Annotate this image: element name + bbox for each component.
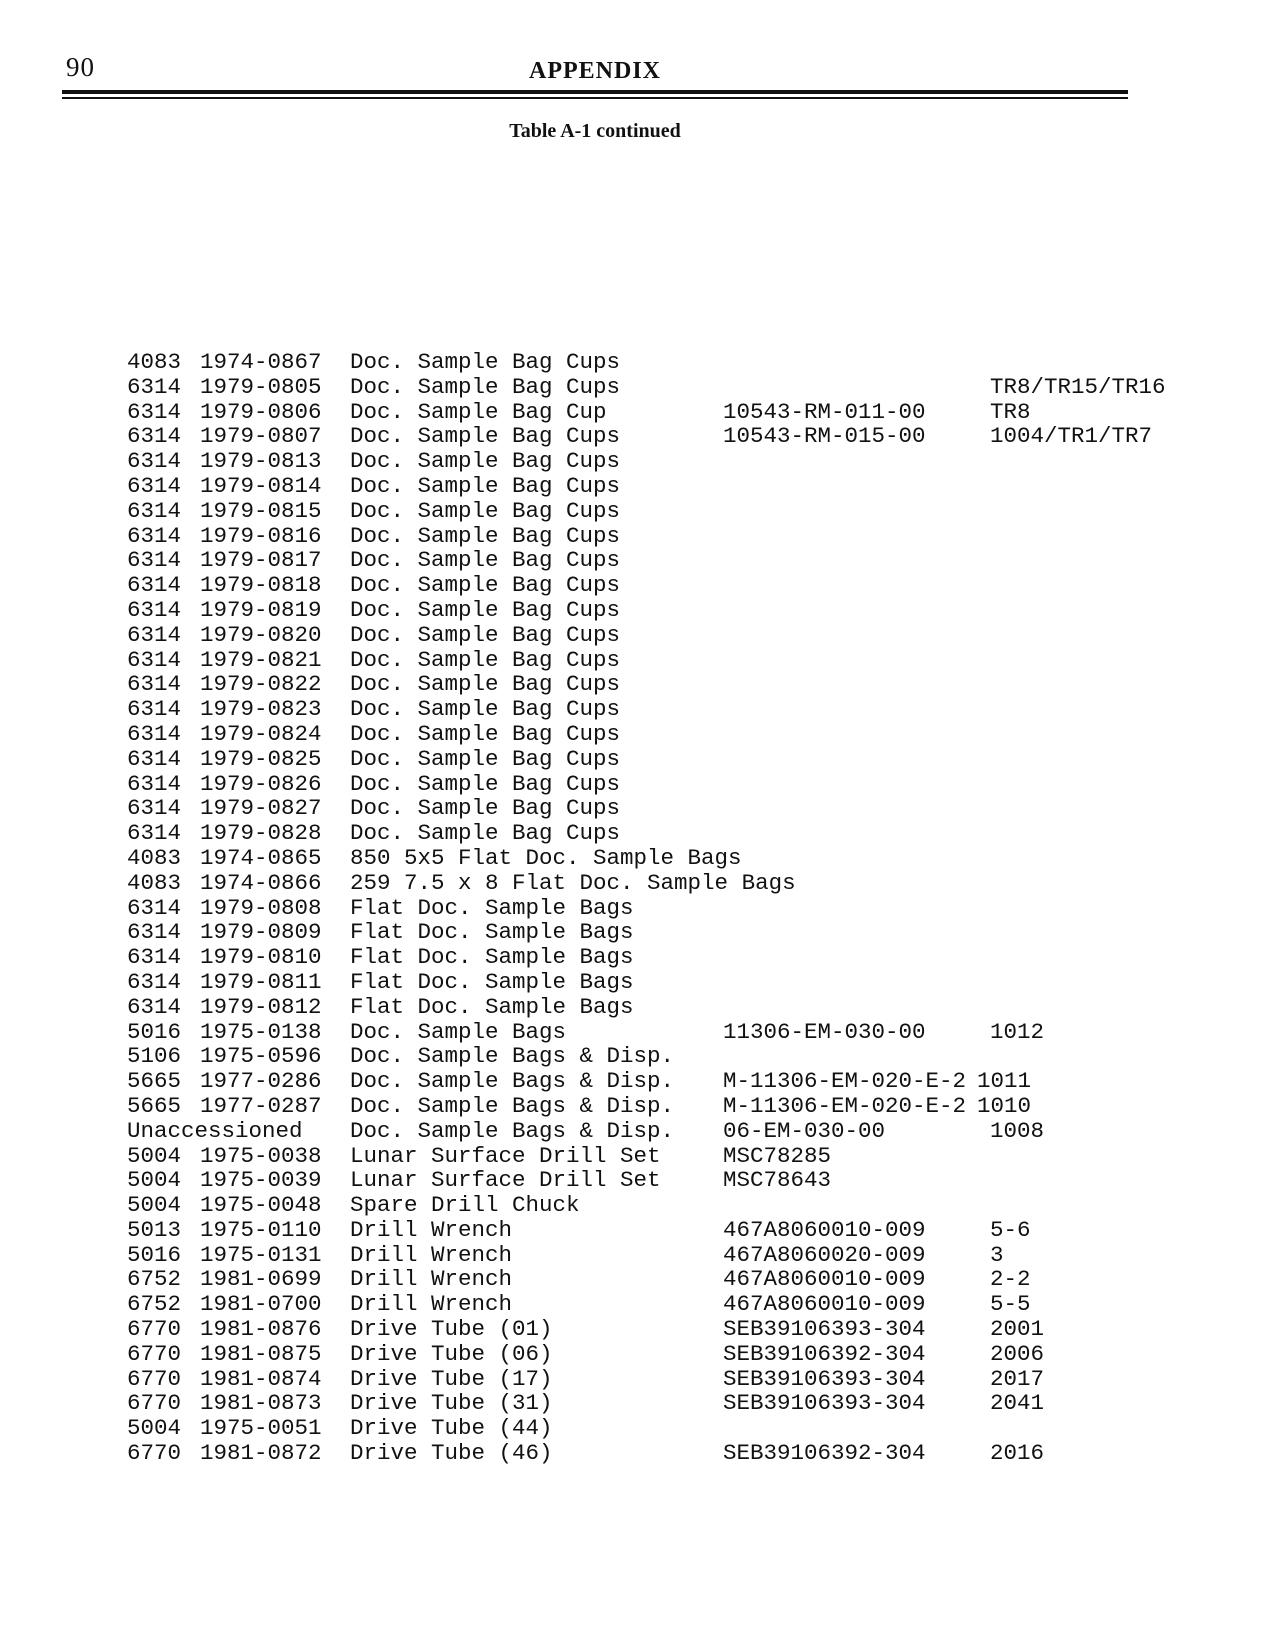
description-cell: Doc. Sample Bag Cups [350, 349, 621, 375]
inventory-number-cell: 6314 [127, 398, 182, 425]
accession-number-cell: 1974-0867 [200, 349, 322, 375]
inventory-number-cell: 6314 [127, 795, 182, 822]
description-cell: Drive Tube (31) [350, 1390, 553, 1417]
table-row [127, 796, 1187, 821]
part-number-cell: 10543-RM-015-00 [723, 423, 926, 450]
table-row [127, 449, 1187, 474]
table-row [127, 548, 1187, 573]
accession-number-cell: 1979-0828 [200, 820, 322, 847]
table-row [127, 697, 1187, 722]
description-cell: Doc. Sample Bag Cups [350, 572, 621, 599]
accession-number-cell: 1979-0805 [200, 373, 322, 400]
accession-number-cell: 1979-0824 [200, 720, 322, 747]
description-cell: Drill Wrench [350, 1291, 513, 1318]
inventory-number-cell: 5665 [127, 1068, 182, 1095]
accession-number-cell: 1979-0821 [200, 646, 322, 673]
inventory-number-cell: 6752 [127, 1266, 182, 1293]
table-row [127, 623, 1187, 648]
accession-number-cell: 1979-0817 [200, 547, 322, 574]
description-cell: Drive Tube (46) [350, 1440, 553, 1467]
table-row [127, 772, 1187, 797]
header-rule-thin [62, 97, 1128, 99]
serial-number-cell: 5-5 [990, 1291, 1031, 1318]
table-row [127, 846, 1187, 871]
inventory-number-cell: 6770 [127, 1440, 182, 1467]
table-row [127, 1342, 1187, 1367]
running-head: APPENDIX [529, 58, 661, 84]
table-row [127, 1069, 1187, 1094]
serial-number-cell: TR8/TR15/TR16 [990, 373, 1166, 400]
description-cell: Doc. Sample Bag Cups [350, 745, 621, 772]
accession-number-cell: 1981-0872 [200, 1440, 322, 1467]
serial-number-cell: 1010 [977, 1092, 1032, 1119]
description-cell: Doc. Sample Bags [350, 1018, 567, 1045]
accession-number-cell: 1979-0815 [200, 497, 322, 524]
description-cell: Flat Doc. Sample Bags [350, 993, 634, 1020]
description-cell: Doc. Sample Bag Cups [350, 646, 621, 673]
description-cell: Doc. Sample Bags & Disp. [350, 1043, 675, 1070]
serial-number-cell: 5-6 [990, 1216, 1031, 1243]
accession-number-cell: 1974-0866 [200, 869, 322, 896]
part-number-cell: 10543-RM-011-00 [723, 398, 926, 425]
inventory-number-cell: 4083 [127, 844, 182, 871]
part-number-cell: 467A8060010-009 [723, 1216, 926, 1243]
serial-number-cell: 2016 [990, 1440, 1045, 1467]
serial-number-cell: 2041 [990, 1390, 1045, 1417]
table-row [127, 1193, 1187, 1218]
description-cell: Doc. Sample Bag Cups [350, 596, 621, 623]
description-cell: Spare Drill Chuck [350, 1192, 580, 1219]
accession-number-cell: 1979-0809 [200, 919, 322, 946]
part-number-cell: 06-EM-030-00 [723, 1117, 886, 1144]
table-row [127, 945, 1187, 970]
accession-number-cell: 1979-0819 [200, 596, 322, 623]
inventory-number-cell: 6314 [127, 770, 182, 797]
table-row [127, 1441, 1187, 1466]
table-row [127, 1416, 1187, 1441]
inventory-number-cell: 6314 [127, 522, 182, 549]
accession-number-cell: 1975-0048 [200, 1192, 322, 1219]
table-row [127, 1317, 1187, 1342]
inventory-number-cell: 6314 [127, 720, 182, 747]
inventory-number-cell: 6314 [127, 993, 182, 1020]
part-number-cell: SEB39106393-304 [723, 1316, 926, 1343]
inventory-number-cell: 6314 [127, 547, 182, 574]
inventory-number-cell: 5016 [127, 1241, 182, 1268]
description-cell: Doc. Sample Bag Cups [350, 497, 621, 524]
accession-number-cell: 1979-0820 [200, 621, 322, 648]
description-cell: Doc. Sample Bag Cups [350, 770, 621, 797]
description-cell: Lunar Surface Drill Set [350, 1167, 661, 1194]
table-row [127, 524, 1187, 549]
accession-number-cell: 1981-0876 [200, 1316, 322, 1343]
table-row [127, 1119, 1187, 1144]
part-number-cell: 467A8060010-009 [723, 1266, 926, 1293]
accession-number-cell: 1979-0822 [200, 671, 322, 698]
description-cell: 259 7.5 x 8 Flat Doc. Sample Bags [350, 869, 796, 896]
description-cell: Doc. Sample Bag Cups [350, 423, 621, 450]
accession-number-cell: 1979-0818 [200, 572, 322, 599]
inventory-number-cell: 5016 [127, 1018, 182, 1045]
table-row [127, 920, 1187, 945]
inventory-number-cell: 4083 [127, 349, 182, 375]
accession-number-cell: 1975-0038 [200, 1142, 322, 1169]
inventory-number-cell: 5665 [127, 1092, 182, 1119]
serial-number-cell: 2-2 [990, 1266, 1031, 1293]
table-caption: Table A-1 continued [509, 120, 681, 142]
accession-number-cell: 1979-0816 [200, 522, 322, 549]
serial-number-cell: TR8 [990, 398, 1031, 425]
inventory-number-cell: 6770 [127, 1365, 182, 1392]
accession-number-cell: 1979-0826 [200, 770, 322, 797]
accession-number-cell: 1979-0808 [200, 894, 322, 921]
description-cell: Drive Tube (01) [350, 1316, 553, 1343]
part-number-cell: SEB39106392-304 [723, 1440, 926, 1467]
part-number-cell: 467A8060010-009 [723, 1291, 926, 1318]
inventory-number-cell: 5004 [127, 1142, 182, 1169]
description-cell: Doc. Sample Bags & Disp. [350, 1068, 675, 1095]
table-row [127, 995, 1187, 1020]
table-row [127, 672, 1187, 697]
accession-number-cell: 1981-0700 [200, 1291, 322, 1318]
description-cell: Drill Wrench [350, 1216, 513, 1243]
accession-number-cell: 1979-0811 [200, 968, 322, 995]
page-number: 90 [66, 52, 95, 82]
inventory-number-cell: 6770 [127, 1390, 182, 1417]
accession-number-cell: 1979-0810 [200, 944, 322, 971]
table-row [127, 722, 1187, 747]
inventory-number-cell: 6314 [127, 646, 182, 673]
inventory-number-cell: 6314 [127, 745, 182, 772]
inventory-number-cell: 5004 [127, 1167, 182, 1194]
description-cell: Doc. Sample Bag Cups [350, 696, 621, 723]
inventory-table [127, 350, 1187, 1466]
table-row [127, 350, 1187, 375]
description-cell: Doc. Sample Bag Cups [350, 547, 621, 574]
serial-number-cell: 1008 [990, 1117, 1045, 1144]
table-row [127, 598, 1187, 623]
accession-number-cell: 1979-0812 [200, 993, 322, 1020]
inventory-number-cell: 6314 [127, 968, 182, 995]
serial-number-cell: 1004/TR1/TR7 [990, 423, 1153, 450]
accession-number-cell: 1981-0874 [200, 1365, 322, 1392]
table-row [127, 821, 1187, 846]
unaccessioned-cell: Unaccessioned [127, 1117, 303, 1144]
inventory-number-cell: 6314 [127, 944, 182, 971]
description-cell: Doc. Sample Bag Cups [350, 448, 621, 475]
description-cell: Drill Wrench [350, 1266, 513, 1293]
accession-number-cell: 1979-0825 [200, 745, 322, 772]
table-row [127, 1267, 1187, 1292]
table-row [127, 424, 1187, 449]
description-cell: Doc. Sample Bags & Disp. [350, 1092, 675, 1119]
table-row [127, 1243, 1187, 1268]
inventory-number-cell: 6314 [127, 497, 182, 524]
inventory-number-cell: 5106 [127, 1043, 182, 1070]
table-row [127, 1367, 1187, 1392]
description-cell: Doc. Sample Bag Cups [350, 522, 621, 549]
serial-number-cell: 2017 [990, 1365, 1045, 1392]
description-cell: Flat Doc. Sample Bags [350, 968, 634, 995]
part-number-cell: MSC78643 [723, 1167, 832, 1194]
description-cell: Lunar Surface Drill Set [350, 1142, 661, 1169]
accession-number-cell: 1979-0827 [200, 795, 322, 822]
part-number-cell: M-11306-EM-020-E-2 [723, 1092, 967, 1119]
inventory-number-cell: 6314 [127, 894, 182, 921]
table-row [127, 896, 1187, 921]
inventory-number-cell: 5004 [127, 1415, 182, 1442]
part-number-cell: 467A8060020-009 [723, 1241, 926, 1268]
inventory-number-cell: 6314 [127, 671, 182, 698]
accession-number-cell: 1975-0110 [200, 1216, 322, 1243]
accession-number-cell: 1979-0823 [200, 696, 322, 723]
description-cell: 850 5x5 Flat Doc. Sample Bags [350, 844, 742, 871]
part-number-cell: MSC78285 [723, 1142, 832, 1169]
table-row [127, 474, 1187, 499]
description-cell: Doc. Sample Bag Cups [350, 820, 621, 847]
inventory-number-cell: 6314 [127, 572, 182, 599]
inventory-number-cell: 6314 [127, 373, 182, 400]
inventory-number-cell: 6770 [127, 1316, 182, 1343]
inventory-number-cell: 6314 [127, 696, 182, 723]
accession-number-cell: 1979-0807 [200, 423, 322, 450]
table-row [127, 375, 1187, 400]
accession-number-cell: 1977-0286 [200, 1068, 322, 1095]
serial-number-cell: 1012 [990, 1018, 1045, 1045]
table-row [127, 1218, 1187, 1243]
part-number-cell: M-11306-EM-020-E-2 [723, 1068, 967, 1095]
serial-number-cell: 3 [990, 1241, 1004, 1268]
part-number-cell: 11306-EM-030-00 [723, 1018, 926, 1045]
table-row [127, 1144, 1187, 1169]
table-row [127, 871, 1187, 896]
inventory-number-cell: 6314 [127, 596, 182, 623]
inventory-number-cell: 6314 [127, 820, 182, 847]
description-cell: Drive Tube (17) [350, 1365, 553, 1392]
table-row [127, 648, 1187, 673]
accession-number-cell: 1979-0814 [200, 472, 322, 499]
inventory-number-cell: 5004 [127, 1192, 182, 1219]
description-cell: Doc. Sample Bags & Disp. [350, 1117, 675, 1144]
accession-number-cell: 1981-0875 [200, 1340, 322, 1367]
table-row [127, 1044, 1187, 1069]
header-rule-thick [62, 90, 1128, 94]
accession-number-cell: 1975-0138 [200, 1018, 322, 1045]
inventory-number-cell: 4083 [127, 869, 182, 896]
accession-number-cell: 1975-0039 [200, 1167, 322, 1194]
accession-number-cell: 1979-0813 [200, 448, 322, 475]
description-cell: Doc. Sample Bag Cups [350, 373, 621, 400]
description-cell: Drill Wrench [350, 1241, 513, 1268]
description-cell: Doc. Sample Bag Cups [350, 720, 621, 747]
description-cell: Doc. Sample Bag Cups [350, 472, 621, 499]
description-cell: Drive Tube (44) [350, 1415, 553, 1442]
accession-number-cell: 1981-0873 [200, 1390, 322, 1417]
serial-number-cell: 2001 [990, 1316, 1045, 1343]
description-cell: Flat Doc. Sample Bags [350, 919, 634, 946]
description-cell: Doc. Sample Bag Cups [350, 795, 621, 822]
table-row [127, 747, 1187, 772]
accession-number-cell: 1975-0131 [200, 1241, 322, 1268]
serial-number-cell: 2006 [990, 1340, 1045, 1367]
description-cell: Flat Doc. Sample Bags [350, 944, 634, 971]
inventory-number-cell: 6314 [127, 472, 182, 499]
table-row [127, 970, 1187, 995]
accession-number-cell: 1981-0699 [200, 1266, 322, 1293]
table-row [127, 499, 1187, 524]
accession-number-cell: 1974-0865 [200, 844, 322, 871]
part-number-cell: SEB39106392-304 [723, 1340, 926, 1367]
table-row [127, 1168, 1187, 1193]
description-cell: Drive Tube (06) [350, 1340, 553, 1367]
table-row [127, 1292, 1187, 1317]
inventory-number-cell: 6314 [127, 621, 182, 648]
inventory-number-cell: 6752 [127, 1291, 182, 1318]
table-row [127, 1391, 1187, 1416]
table-row [127, 1094, 1187, 1119]
part-number-cell: SEB39106393-304 [723, 1365, 926, 1392]
accession-number-cell: 1979-0806 [200, 398, 322, 425]
serial-number-cell: 1011 [977, 1068, 1032, 1095]
inventory-number-cell: 6314 [127, 423, 182, 450]
part-number-cell: SEB39106393-304 [723, 1390, 926, 1417]
description-cell: Doc. Sample Bag Cup [350, 398, 607, 425]
table-row [127, 400, 1187, 425]
description-cell: Flat Doc. Sample Bags [350, 894, 634, 921]
accession-number-cell: 1975-0596 [200, 1043, 322, 1070]
inventory-number-cell: 6314 [127, 448, 182, 475]
inventory-number-cell: 5013 [127, 1216, 182, 1243]
inventory-number-cell: 6770 [127, 1340, 182, 1367]
accession-number-cell: 1975-0051 [200, 1415, 322, 1442]
accession-number-cell: 1977-0287 [200, 1092, 322, 1119]
description-cell: Doc. Sample Bag Cups [350, 671, 621, 698]
inventory-number-cell: 6314 [127, 919, 182, 946]
table-row [127, 1020, 1187, 1045]
table-row [127, 573, 1187, 598]
description-cell: Doc. Sample Bag Cups [350, 621, 621, 648]
